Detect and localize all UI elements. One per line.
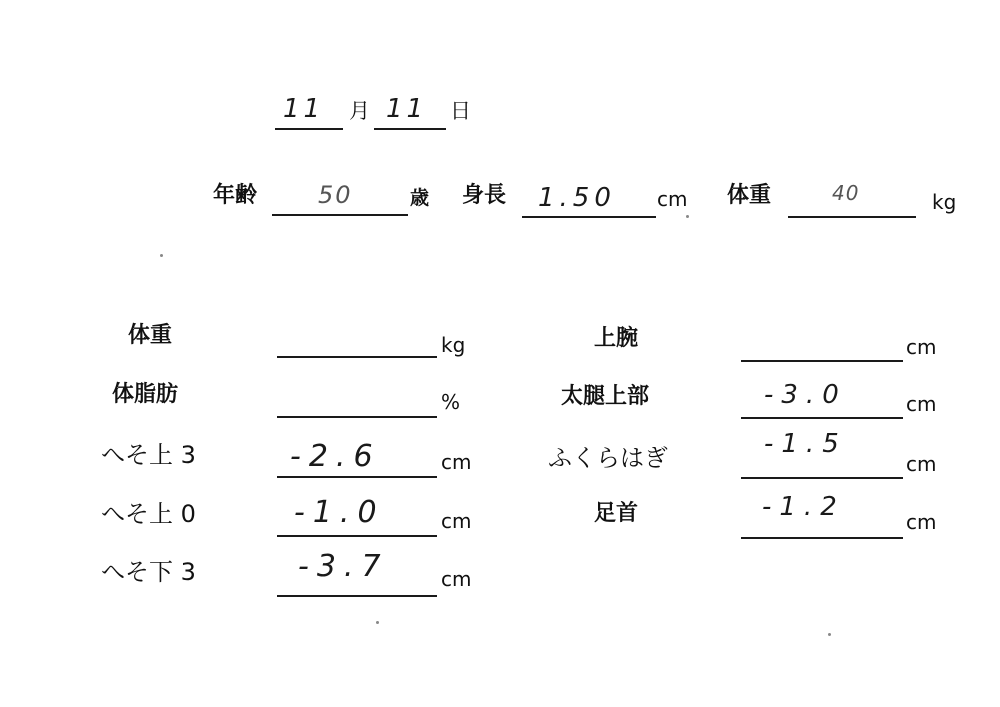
right-measure-unit-upper-arm: cm bbox=[906, 335, 937, 359]
left-measure-line-bodyfat bbox=[277, 416, 437, 418]
left-measure-label-weight: 体重 bbox=[128, 323, 173, 348]
right-measure-line-calf bbox=[741, 477, 903, 479]
scan-speck bbox=[686, 215, 689, 218]
right-measure-label-upper-arm: 上腕 bbox=[594, 326, 639, 351]
height-unit: cm bbox=[657, 187, 688, 211]
right-measure-line-upper-arm bbox=[741, 360, 903, 362]
right-measure-label-thigh: 太腿上部 bbox=[561, 384, 650, 409]
left-measure-label-navel-below-3: へそ下 3 bbox=[101, 558, 196, 586]
weight-value: 40 bbox=[832, 181, 860, 205]
height-label: 身長 bbox=[462, 183, 507, 208]
right-measure-value-calf: -1.5 bbox=[764, 429, 847, 459]
left-measure-value-navel-below-3: -3.7 bbox=[298, 549, 389, 584]
right-measure-unit-calf: cm bbox=[906, 452, 937, 476]
right-measure-label-ankle: 足首 bbox=[594, 501, 639, 526]
age-underline bbox=[272, 214, 408, 216]
left-measure-line-navel-above-3 bbox=[277, 476, 437, 478]
month-underline bbox=[275, 128, 343, 130]
scan-speck bbox=[376, 621, 379, 624]
right-measure-value-ankle: -1.2 bbox=[762, 492, 845, 522]
left-measure-label-navel-above-3: へそ上 3 bbox=[101, 441, 196, 469]
right-measure-value-thigh: -3.0 bbox=[764, 380, 847, 410]
left-measure-label-bodyfat: 体脂肪 bbox=[112, 382, 179, 407]
age-label: 年齢 bbox=[213, 183, 258, 208]
left-measure-value-navel-above-0: -1.0 bbox=[294, 495, 385, 530]
left-measure-line-navel-below-3 bbox=[277, 595, 437, 597]
scan-speck bbox=[160, 254, 163, 257]
left-measure-unit-navel-below-3: cm bbox=[441, 567, 472, 591]
right-measure-unit-thigh: cm bbox=[906, 392, 937, 416]
left-measure-unit-bodyfat: % bbox=[441, 390, 461, 414]
weight-label: 体重 bbox=[727, 183, 772, 208]
month-value: 11 bbox=[283, 94, 325, 124]
month-label: 月 bbox=[349, 99, 370, 123]
left-measure-unit-navel-above-0: cm bbox=[441, 509, 472, 533]
day-underline bbox=[374, 128, 446, 130]
right-measure-line-ankle bbox=[741, 537, 903, 539]
left-measure-unit-navel-above-3: cm bbox=[441, 450, 472, 474]
right-measure-label-calf: ふくらはぎ bbox=[548, 444, 668, 472]
weight-unit: kg bbox=[932, 190, 957, 214]
right-measure-line-thigh bbox=[741, 417, 903, 419]
scan-speck bbox=[828, 633, 831, 636]
age-unit: 歳 bbox=[410, 187, 430, 209]
left-measure-value-navel-above-3: -2.6 bbox=[290, 439, 381, 474]
height-value: 1.50 bbox=[538, 183, 616, 213]
left-measure-label-navel-above-0: へそ上 0 bbox=[101, 500, 196, 528]
day-value: 11 bbox=[386, 94, 428, 124]
weight-underline bbox=[788, 216, 916, 218]
age-value: 50 bbox=[318, 181, 353, 209]
height-underline bbox=[522, 216, 656, 218]
left-measure-line-navel-above-0 bbox=[277, 535, 437, 537]
left-measure-line-weight bbox=[277, 356, 437, 358]
left-measure-unit-weight: kg bbox=[441, 333, 466, 357]
day-label: 日 bbox=[450, 99, 471, 123]
right-measure-unit-ankle: cm bbox=[906, 510, 937, 534]
